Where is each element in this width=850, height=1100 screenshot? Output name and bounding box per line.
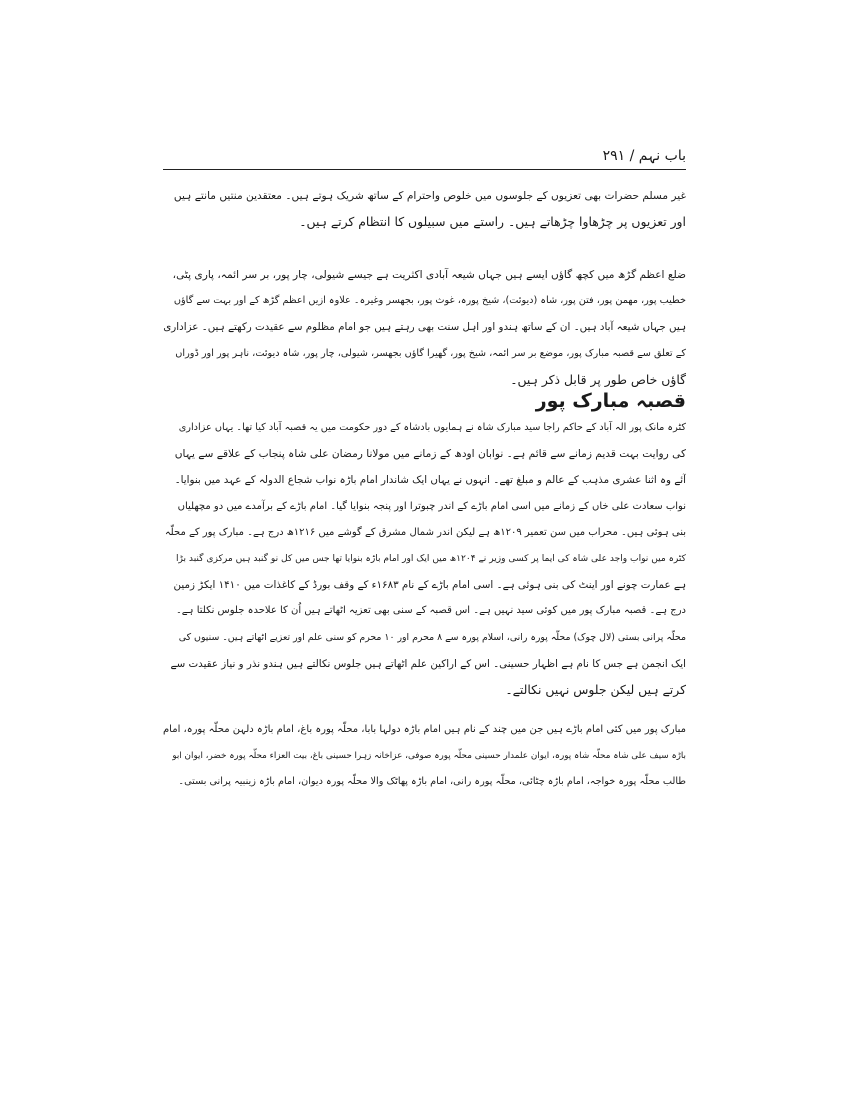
text-line: گاؤں خاص طور پر قابل ذکر ہیں۔ xyxy=(510,371,686,387)
text-line: مبارک پور میں کئی امام باڑے ہیں جن میں چند کے نام ہیں امام باڑہ دولہا بابا، محلّہ پورہ باغ، امام باڑہ دلہن محلّہ پورہ، امام xyxy=(163,724,686,735)
text-line: کرتے ہیں لیکن جلوس نہیں نکالتے۔ xyxy=(505,682,686,698)
paragraph-2 xyxy=(163,262,686,393)
text-line: طالب محلّہ پورہ خواجہ، امام باڑہ چٹائی، محلّہ پورہ رانی، امام باڑہ پھاٹک والا محلّہ پورہ دیوان، امام باڑہ زینبیہ پرانی بستی۔ xyxy=(178,776,686,788)
text-line: ایک انجمن ہے جس کا نام ہے اظہار حسینی۔ اس کے اراکین علم اٹھاتے ہیں جلوس نکالتے ہیں ہندو نذر و نیاز عقیدت سے xyxy=(170,657,686,670)
text-line: نواب سعادت علی خاں کے زمانے میں اسی امام باڑے کے اندر چبوترا اور پنجہ بنوایا گیا۔ امام باڑے کے برآمدے میں دو مچھلیاں xyxy=(177,500,686,512)
text-line: ہیں جہاں شیعہ آباد ہیں۔ ان کے ساتھ ہندو اور اہل سنت بھی رہتے ہیں جو امام مظلوم سے عقیدت رکھتے ہیں۔ عزاداری xyxy=(163,321,686,334)
text-line: کے تعلق سے قصبہ مبارک پور، موضع بر سر ائمہ، شیخ پور، گھیرا گاؤں بجھسر، شیولی، چار پور، شاہ دیوئت، ناہر پور اور ڈوراں xyxy=(175,347,686,359)
text-line: کٹرہ مانک پور الہ آباد کے حاکم راجا سید مبارک شاہ نے ہمایوں بادشاہ کے دور حکومت میں یہ قصبہ آباد کیا تھا۔ یہاں عزاداری xyxy=(178,422,686,433)
header-chapter-page: باب نہم / ۲۹۱ xyxy=(602,148,686,164)
text-line: کٹرہ میں نواب واجد علی شاہ کی ایما پر کسی وزیر نے ۱۲۰۴ھ میں ایک اور امام باڑہ بنوایا تھا جس میں کل نو گنبد ہیں مرکزی گنبد بڑا xyxy=(175,554,686,565)
text-line: بنی ہوئی ہیں۔ محراب میں سن تعمیر ۱۲۰۹ھ ہے لیکن اندر شمال مشرق کے گوشے میں ۱۲۱۶ھ درج ہے۔ مبارک پور کے محلّہ xyxy=(164,526,686,538)
text-line: باڑہ سیف علی شاہ محلّہ شاہ پورہ، ایوان علمدار حسینی محلّہ پورہ صوفی، عزاخانہ زہرا حسینی باغ، بیت العزاء محلّہ پورہ خضر، ایوان ابو xyxy=(172,751,686,762)
text-line: ہے عمارت چونے اور اینٹ کی بنی ہوئی ہے۔ اسی امام باڑے کے نام ۱۶۸۳ء کے وقف بورڈ کے کاغذات میں ۱۴۱۰ ایکڑ زمین xyxy=(173,579,686,592)
header-divider xyxy=(163,169,686,170)
text-line: ضلع اعظم گڑھ میں کچھ گاؤں ایسے ہیں جہاں شیعہ آبادی اکثریت ہے جیسے شیولی، چار پور، بر سر ائمہ، پاری پٹی، xyxy=(172,269,686,281)
text-line: درج ہے۔ قصبہ مبارک پور میں کوئی سید نہیں ہے۔ اس قصبہ کے سنی بھی تعزیہ اٹھاتے ہیں اُن کا علاحدہ جلوس نکلتا ہے۔ xyxy=(175,605,686,617)
paragraph-3 xyxy=(163,415,686,703)
text-line: غیر مسلم حضرات بھی تعزیوں کے جلوسوں میں خلوص واحترام کے ساتھ شریک ہوتے ہیں۔ معتقدین منتیں مانتے ہیں xyxy=(173,190,686,202)
text-line: آئے وہ اثنا عشری مذہب کے عالم و مبلغ تھے۔ انہوں نے یہاں ایک شاندار امام باڑہ نواب شجاع الدولہ کے عہد میں بنوایا۔ xyxy=(174,474,686,487)
text-line: خطیب پور، مھمن پور، فتن پور، شاہ (دیوئت)، شیخ پورہ، غوث پور، بجھسر وغیرہ۔ علاوہ ازیں اعظم گڑھ کے اور بہت سے گاؤں xyxy=(173,295,686,307)
text-line: محلّہ پرانی بستی (لال چوک) محلّہ پورہ رانی، اسلام پورہ سے ۸ محرم اور ۱۰ محرم کو سنی علم اور تعزیے اٹھاتے ہیں۔ سنیوں کی xyxy=(178,631,686,643)
text-line: اور تعزیوں پر چڑھاوا چڑھاتے ہیں۔ راستے میں سبیلوں کا انتظام کرتے ہیں۔ xyxy=(299,214,686,230)
text-line: کی روایت بہت قدیم زمانے سے قائم ہے۔ نوابان اودھ کے زمانے میں مولانا رمضان علی شاہ پنجاب کے علاقے سے یہاں xyxy=(174,448,686,461)
section-heading-wrap xyxy=(163,386,686,416)
paragraph-1 xyxy=(163,183,686,235)
running-header xyxy=(163,146,686,168)
paragraph-4 xyxy=(163,717,686,796)
section-heading: قصبہ مبارک پور xyxy=(535,390,686,412)
